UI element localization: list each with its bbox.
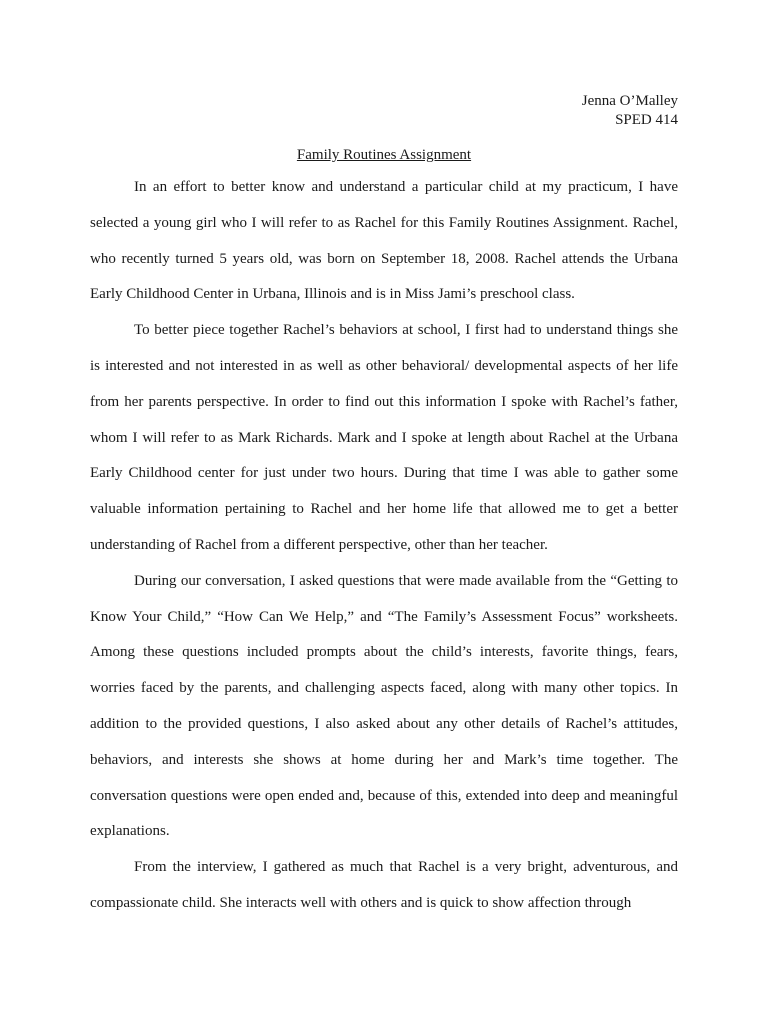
author-name: Jenna O’Malley <box>581 93 678 109</box>
paragraph: In an effort to better know and understand a particular child at my practicum, I have selected a young girl who I will refer to as Rachel for this Family Routines Assignment. Rachel, who recently turned 5 years old, was born on September 18, 2008. Rachel attends the Urbana Early Childhood Center in Urbana, Illinois and is in Miss Jami’s preschool class. <box>90 179 678 303</box>
paragraph: To better piece together Rachel’s behaviors at school, I first had to understand things she is interested and not interested in as well as other behavioral/ developmental aspects of her life from her parents perspective. In order to find out this information I spoke with Rachel’s father, whom I will refer to as Mark Richards. Mark and I spoke at length about Rachel at the Urbana Early Childhood center for just under two hours. During that time I was able to gather some valuable information pertaining to Rachel and her home life that allowed me to get a better understanding of Rachel from a different perspective, other than her teacher. <box>90 322 678 553</box>
document-title: Family Routines Assignment <box>296 147 472 163</box>
document-body <box>90 170 678 922</box>
paragraph: From the interview, I gathered as much that Rachel is a very bright, adventurous, and compassionate child. She interacts well with others and is quick to show affection through <box>90 859 678 911</box>
author-header <box>582 92 678 130</box>
course-code: SPED 414 <box>615 112 678 128</box>
paragraph: During our conversation, I asked questions that were made available from the “Getting to Know Your Child,” “How Can We Help,” and “The Family’s Assessment Focus” worksheets. Among these questions included prompts about the child’s interests, favorite things, fears, worries faced by the parents, and challenging aspects faced, along with many other topics. In addition to the provided questions, I also asked about any other details of Rachel’s attitudes, behaviors, and interests she shows at home during her and Mark’s time together. The conversation questions were open ended and, because of this, extended into deep and meaningful explanations. <box>90 572 678 840</box>
